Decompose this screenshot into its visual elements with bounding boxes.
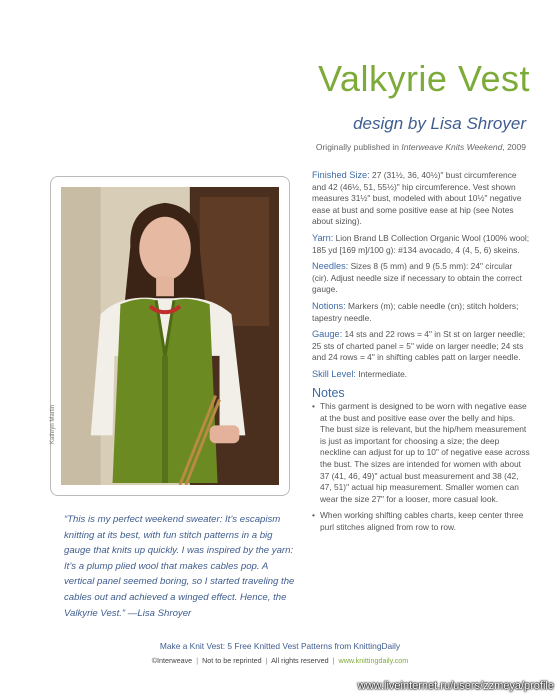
watermark: www.liveinternet.ru/users/zzmeya/profile [357, 680, 554, 692]
finished-size-label: Finished Size: [312, 170, 370, 180]
origin-year: , 2009 [502, 142, 526, 152]
footer-separator: | [265, 656, 268, 665]
footer-legal [0, 656, 560, 665]
pattern-specs [312, 170, 530, 539]
needles-text: Sizes 8 (5 mm) and 9 (5.5 mm): 24" circular (cir). Adjust needle size if necessary to obtain the correct gauge. [312, 261, 522, 295]
footer-rights: All rights reserved [271, 656, 329, 665]
footer-not-reprinted: Not to be reprinted [202, 656, 262, 665]
footer-separator: | [332, 656, 335, 665]
finished-size-text: 27 (31½, 36, 40½)" bust circumference and 42 (46½, 51, 55½)" hip circumference. Vest shown measures 31½" bust, modeled with about 10½" negative ease at bust and some positive ease at hip (see Notes about sizing). [312, 170, 522, 227]
notions [312, 301, 530, 324]
footer-separator: | [196, 656, 199, 665]
notes-heading: Notes [312, 385, 345, 400]
model-photo [61, 187, 279, 485]
footer-collection-title: Make a Knit Vest: 5 Free Knitted Vest Patterns from KnittingDaily [159, 641, 401, 651]
notes-item: • This garment is designed to be worn with negative ease at the bust and positive ease over the belly and hips. The bust size is relevant, but the hip/hem measurement is just as important for choosing a size; the deep neckline can adjust for up to 10" of negative ease across the bust. The sizes are intended for women with about 37 (41, 46, 49)" actual bust measurement and 38 (42, 47, 51)" actual hip measurement. Smaller women can wear the size 27" for a looser, more casual look. [320, 401, 530, 505]
skill-level-label: Skill Level: [312, 368, 356, 379]
origin-line [316, 142, 526, 152]
gauge-text: 14 sts and 22 rows = 4" in St st on larger needle; 25 sts of charted panel = 5" wide on larger needle; 24 sts and 24 rows = 4" in shifting cables patt on larger needle. [312, 329, 526, 363]
model-photo-frame [50, 176, 290, 496]
gauge [312, 329, 530, 364]
designer-byline: design by Lisa Shroyer [353, 114, 526, 133]
notes-item: • When working shifting cables charts, keep center three purl stitches aligned from row to row. [320, 510, 530, 533]
notes-list [312, 401, 530, 534]
origin-prefix: Originally published in [315, 142, 402, 152]
yarn-text: Lion Brand LB Collection Organic Wool (100% wool; 185 yd [169 m]/100 g): #134 avocado, 4 (4, 5, 6) skeins. [312, 232, 530, 255]
footer-site-link[interactable]: www.knittingdaily.com [338, 656, 409, 665]
pattern-title: Valkyrie Vest [318, 58, 530, 99]
notions-label: Notions: [312, 300, 346, 311]
origin-publication: Interweave Knits Weekend [401, 142, 503, 152]
yarn [312, 233, 530, 256]
yarn-label: Yarn: [312, 232, 334, 243]
needles-label: Needles: [312, 261, 349, 272]
designer-quote: “This is my perfect weekend sweater: It’s escapism knitting at its best, with fun stitch patterns in a big gauge that knits up quickly. I was inspired by the yarn: It’s a plump plied wool that makes cables pop. A vertical panel seemed boring, so I started traveling the cables out and achieved a winged effect. Hence, the Valkyrie Vest.” —Lisa Shroyer [64, 514, 295, 619]
footer-copyright: ©Interweave [151, 656, 193, 665]
skill-level-text: Intermediate. [355, 368, 408, 379]
photo-credit: Kathryn Martin [50, 404, 56, 444]
finished-size [312, 170, 530, 228]
skill-level [312, 369, 530, 381]
needles [312, 261, 530, 296]
notions-text: Markers (m); cable needle (cn); stitch holders; tapestry needle. [312, 300, 519, 323]
gauge-label: Gauge: [312, 329, 343, 340]
